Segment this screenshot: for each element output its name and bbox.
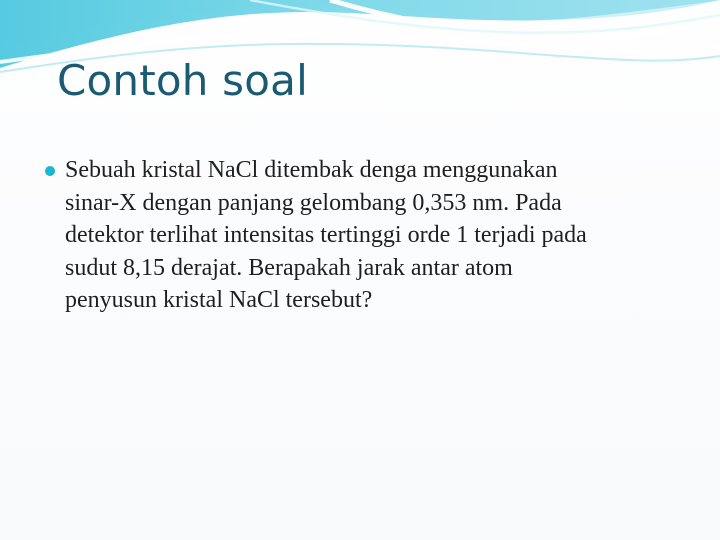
question-line-1: Sebuah kristal NaCl ditembak denga menggunakan [65, 157, 558, 183]
question-line-2: sinar-X dengan panjang gelombang 0,353 nm. Pada [65, 189, 562, 216]
circle-bullet-icon [45, 166, 55, 176]
slide-body [44, 154, 684, 317]
question-line-3: detektor terlihat intensitas tertinggi orde 1 terjadi pada [65, 222, 587, 248]
question-line-4: sudut 8,15 derajat. Berapakah jarak antar atom [65, 254, 513, 281]
question-bullet [44, 154, 684, 317]
question-line-5: penyusun kristal NaCl tersebut? [65, 287, 373, 313]
slide-title: Contoh soal [57, 56, 308, 105]
